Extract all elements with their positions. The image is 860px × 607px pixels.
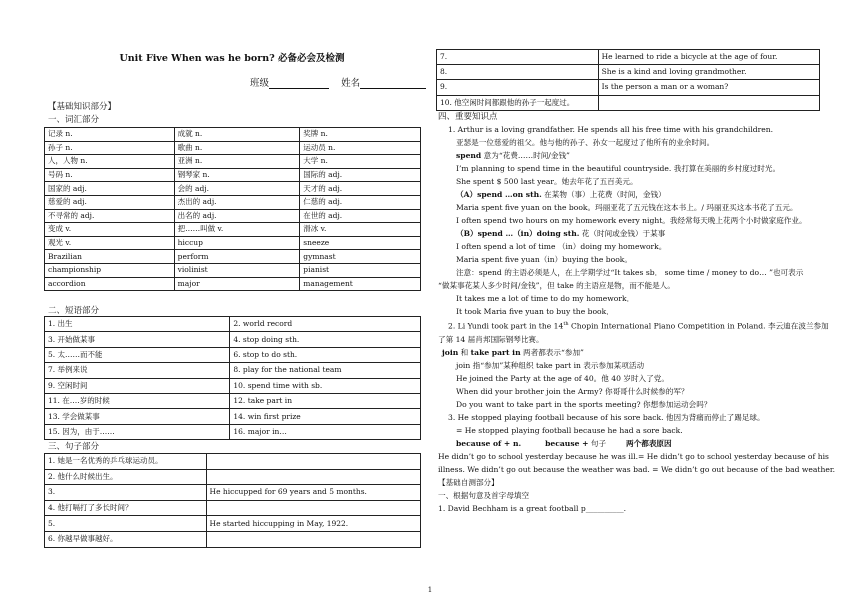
vocab-row <box>45 182 421 196</box>
example-2: She spent $ 500 last year。她去年花了五百美元。 <box>456 177 638 186</box>
spend-meaning <box>438 149 835 162</box>
name-label: 姓名 <box>341 78 361 89</box>
note-caution-cont: “做某事花某人多少时间/金钱”，但 take 的主语应是物，而不能是人。 <box>438 281 675 290</box>
vocab-row-cell: 在世的 adj. <box>300 209 421 223</box>
sentence-row-cell: 9. <box>437 80 599 95</box>
sentence-row-cell: 10. 他空闲时间都跟他的孙子一起度过。 <box>437 95 599 110</box>
vocab-row-cell: 记录 n. <box>45 128 175 142</box>
because-example-2: illness. We didn’t go out because the weather was bad. = We didn’t go out because of the bad weather. <box>438 464 836 474</box>
example-6: Maria spent five yuan（in）buying the book。 <box>456 255 632 264</box>
phrase-row <box>45 317 421 332</box>
example-4: I often spend two hours on my homework every night。我经常每天晚上花两个小时做家庭作业。 <box>456 216 807 225</box>
sentence-row-cell[interactable] <box>206 500 420 516</box>
vocab-row-cell: 钢琴家 n. <box>174 168 300 182</box>
phrase-row-cell: 13. 学会做某事 <box>45 409 230 424</box>
because-example-1: He didn’t go to school yesterday because he was ill.= He didn’t go to school yesterday because of his <box>438 451 829 461</box>
phrase-row-cell: 16. major in… <box>230 424 421 439</box>
phrase-table <box>44 316 421 440</box>
note-3: 3. He stopped playing football because of his sore back. 他因为背痛而停止了踢足球。 <box>448 412 765 422</box>
example-7: It takes me a lot of time to do my homework． <box>456 294 635 303</box>
phrase-row-cell: 2. world record <box>230 317 421 332</box>
basic-heading: 【基础知识部分】 <box>48 102 117 112</box>
phrase-row <box>45 409 421 424</box>
vocab-row-cell: perform <box>174 250 300 264</box>
vocab-row-cell: major <box>174 277 300 291</box>
vocab-row-cell: 运动员 n. <box>300 141 421 155</box>
page-title: Unit Five When was he born? 必备必会及检测 <box>119 53 345 64</box>
sentence-row <box>437 95 820 110</box>
vocab-row-cell: Brazilian <box>45 250 175 264</box>
vocab-row-cell: 仁慈的 adj. <box>300 195 421 209</box>
vocab-row-cell: violinist <box>174 263 300 277</box>
key-points-heading: 四、重要知识点 <box>438 112 498 122</box>
vocab-row-cell: 会的 adj. <box>174 182 300 196</box>
vocab-row-cell: accordion <box>45 277 175 291</box>
vocab-table <box>44 127 421 291</box>
sentence-table <box>44 453 421 548</box>
note-caution: 注意：spend 的主语必须是人，在上学期学过“It takes sb． some time / money to do… ”也可表示 <box>456 268 804 277</box>
phrase-row <box>45 347 421 362</box>
example-1: I’m planning to spend time in the beautiful countryside. 我打算在美丽的乡村度过时光。 <box>456 164 781 173</box>
vocab-row-cell: gymnast <box>300 250 421 264</box>
sentence-row-cell: He hiccupped for 69 years and 5 months. <box>206 485 420 501</box>
vocab-row-cell: sneeze <box>300 236 421 250</box>
example-5: I often spend a lot of time （in）doing my homework。 <box>456 242 667 251</box>
usage-b-pattern: （B）spend …（in）doing sth. <box>456 229 580 238</box>
because-rules: because of + n. because + 句子 两个都表原因 <box>456 438 672 448</box>
usage-a-text: 在某物（事）上花费（时间，金钱） <box>541 190 666 199</box>
vocab-row-cell: 歌曲 n. <box>174 141 300 155</box>
vocab-row-cell: championship <box>45 263 175 277</box>
sentence-row-cell: He started hiccupping in May, 1922. <box>206 516 420 532</box>
vocab-row-cell: 亚洲 n. <box>174 155 300 169</box>
phrase-row-cell: 9. 空闲时间 <box>45 378 230 393</box>
phrase-row-cell: 6. stop to do sth. <box>230 347 421 362</box>
note-1: 1. Arthur is a loving grandfather. He spends all his free time with his grandchildren. <box>448 125 774 134</box>
sentence-row-cell: 4. 他打嗝打了多长时间？ <box>45 500 207 516</box>
sentence-row-cell: 3. <box>45 485 207 501</box>
note-2-cn: 了第 14 届肖邦国际钢琴比赛。 <box>438 334 544 344</box>
sentence-row-cell: 7. <box>437 50 599 65</box>
join-example-2: When did your brother join the Army? 你哥哥什么时候参的军？ <box>456 386 689 396</box>
spend-meaning-text: 意为“花费……时间/金钱” <box>481 151 570 160</box>
sentence-row-cell[interactable] <box>206 469 420 485</box>
sentence-row <box>45 516 421 532</box>
vocab-row-cell: 慈爱的 adj. <box>45 195 175 209</box>
phrase-heading: 二、短语部分 <box>48 306 100 316</box>
usage-b-text: 花（时间或金钱）于某事 <box>579 229 666 238</box>
phrase-row-cell: 12. take part in <box>230 393 421 408</box>
vocab-row <box>45 236 421 250</box>
vocab-row-cell: 滑冰 v. <box>300 223 421 237</box>
vocab-row-cell: 把……叫做 v. <box>174 223 300 237</box>
phrase-row <box>45 363 421 378</box>
join-example-3: Do you want to take part in the sports meeting? 你想参加运动会吗？ <box>456 399 712 409</box>
join-vs-take-part: join 和 take part in 两者都表示“参加” <box>442 347 584 357</box>
vocab-row <box>45 250 421 264</box>
vocab-row <box>45 195 421 209</box>
join-example-1: He joined the Party at the age of 40。他 40 岁时入了党。 <box>456 373 669 383</box>
note-1-cn: 亚瑟是一位慈爱的祖父。他与他的孙子、孙女一起度过了他所有的业余时间。 <box>456 138 715 147</box>
class-label: 班级 <box>250 78 270 89</box>
example-8: It took Maria five yuan to buy the book． <box>456 307 614 316</box>
sentence-row <box>437 65 820 80</box>
vocab-row <box>45 209 421 223</box>
phrase-row-cell: 5. 太……而不能 <box>45 347 230 362</box>
vocab-row-cell: 国际的 adj. <box>300 168 421 182</box>
vocab-row-cell: 观光 v. <box>45 236 175 250</box>
name-blank[interactable] <box>360 78 426 89</box>
vocab-row-cell: 天才的 adj. <box>300 182 421 196</box>
vocab-row-cell: 国家的 adj. <box>45 182 175 196</box>
phrase-row <box>45 332 421 347</box>
sentence-heading: 三、句子部分 <box>48 442 100 452</box>
usage-a-pattern: （A）spend …on sth. <box>456 190 542 199</box>
example-3: Maria spent five yuan on the book。玛丽亚花了五元钱在这本书上。/ 玛丽亚买这本书花了五元。 <box>456 203 798 212</box>
usage-a <box>438 188 835 201</box>
vocab-row <box>45 223 421 237</box>
sentence-row <box>45 454 421 470</box>
vocab-row-cell: 大学 n. <box>300 155 421 169</box>
phrase-row <box>45 378 421 393</box>
self-test-part-1: 一、根据句意及首字母填空 <box>438 490 530 500</box>
vocab-row-cell: 杰出的 adj. <box>174 195 300 209</box>
sentence-row-cell: 8. <box>437 65 599 80</box>
phrase-row-cell: 7. 举例来说 <box>45 363 230 378</box>
vocab-row <box>45 155 421 169</box>
sentence-row <box>45 500 421 516</box>
note-2: 2. Li Yundi took part in the 14th Chopin International Piano Competition in Poland. 李云迪在波兰参加 <box>448 321 829 331</box>
sentence-row-cell: He learned to ride a bicycle at the age of four. <box>598 50 819 65</box>
question-1[interactable]: 1. David Bechham is a great football p__________. <box>438 503 627 513</box>
phrase-row-cell: 4. stop doing sth. <box>230 332 421 347</box>
phrase-row-cell: 3. 开始做某事 <box>45 332 230 347</box>
vocab-row-cell: pianist <box>300 263 421 277</box>
note-3-equiv: = He stopped playing football because he had a sore back. <box>456 425 683 435</box>
sentence-row-cell[interactable] <box>206 531 420 547</box>
spend-keyword: spend <box>456 151 482 160</box>
self-test-heading: 【基础自测部分】 <box>438 477 499 487</box>
phrase-row-cell: 1. 出生 <box>45 317 230 332</box>
vocab-row <box>45 168 421 182</box>
vocab-row <box>45 263 421 277</box>
phrase-row-cell: 15. 因为，由于…… <box>45 424 230 439</box>
vocab-row-cell: management <box>300 277 421 291</box>
sentence-row-cell[interactable] <box>206 454 420 470</box>
sentence-table-continued <box>436 49 820 111</box>
vocab-row-cell: 变成 v. <box>45 223 175 237</box>
vocab-row <box>45 141 421 155</box>
sentence-row-cell: She is a kind and loving grandmother. <box>598 65 819 80</box>
sentence-row <box>437 80 820 95</box>
phrase-row-cell: 11. 在….岁的时候 <box>45 393 230 408</box>
phrase-row-cell: 14. win first prize <box>230 409 421 424</box>
notes-block <box>438 123 835 515</box>
sentence-row-cell: 1. 她是一名优秀的乒乓球运动员。 <box>45 454 207 470</box>
class-name-line <box>250 75 426 89</box>
vocab-row-cell: 出名的 adj. <box>174 209 300 223</box>
phrase-row <box>45 424 421 439</box>
sentence-row-cell[interactable] <box>598 95 819 110</box>
sentence-row <box>45 531 421 547</box>
vocab-row <box>45 277 421 291</box>
sentence-row-cell: 2. 他什么时候出生。 <box>45 469 207 485</box>
vocab-row <box>45 128 421 142</box>
vocab-heading: 一、词汇部分 <box>48 115 100 125</box>
sentence-row <box>45 469 421 485</box>
sentence-row-cell: 5. <box>45 516 207 532</box>
join-explain: join 指“参加”某种组织 take part in 表示参加某项活动 <box>456 360 645 370</box>
vocab-row-cell: 奖牌 n. <box>300 128 421 142</box>
usage-b <box>438 227 835 240</box>
vocab-row-cell: 孙子 n. <box>45 141 175 155</box>
phrase-row-cell: 10. spend time with sb. <box>230 378 421 393</box>
vocab-row-cell: 成就 n. <box>174 128 300 142</box>
sentence-row-cell: Is the person a man or a woman? <box>598 80 819 95</box>
sentence-row <box>45 485 421 501</box>
class-blank[interactable] <box>269 78 329 89</box>
vocab-row-cell: 不寻常的 adj. <box>45 209 175 223</box>
sentence-row-cell: 6. 你越早做事越好。 <box>45 531 207 547</box>
vocab-row-cell: 号码 n. <box>45 168 175 182</box>
vocab-row-cell: hiccup <box>174 236 300 250</box>
phrase-row-cell: 8. play for the national team <box>230 363 421 378</box>
page-number: 1 <box>427 586 433 594</box>
vocab-row-cell: 人，人物 n. <box>45 155 175 169</box>
phrase-row <box>45 393 421 408</box>
sentence-row <box>437 50 820 65</box>
